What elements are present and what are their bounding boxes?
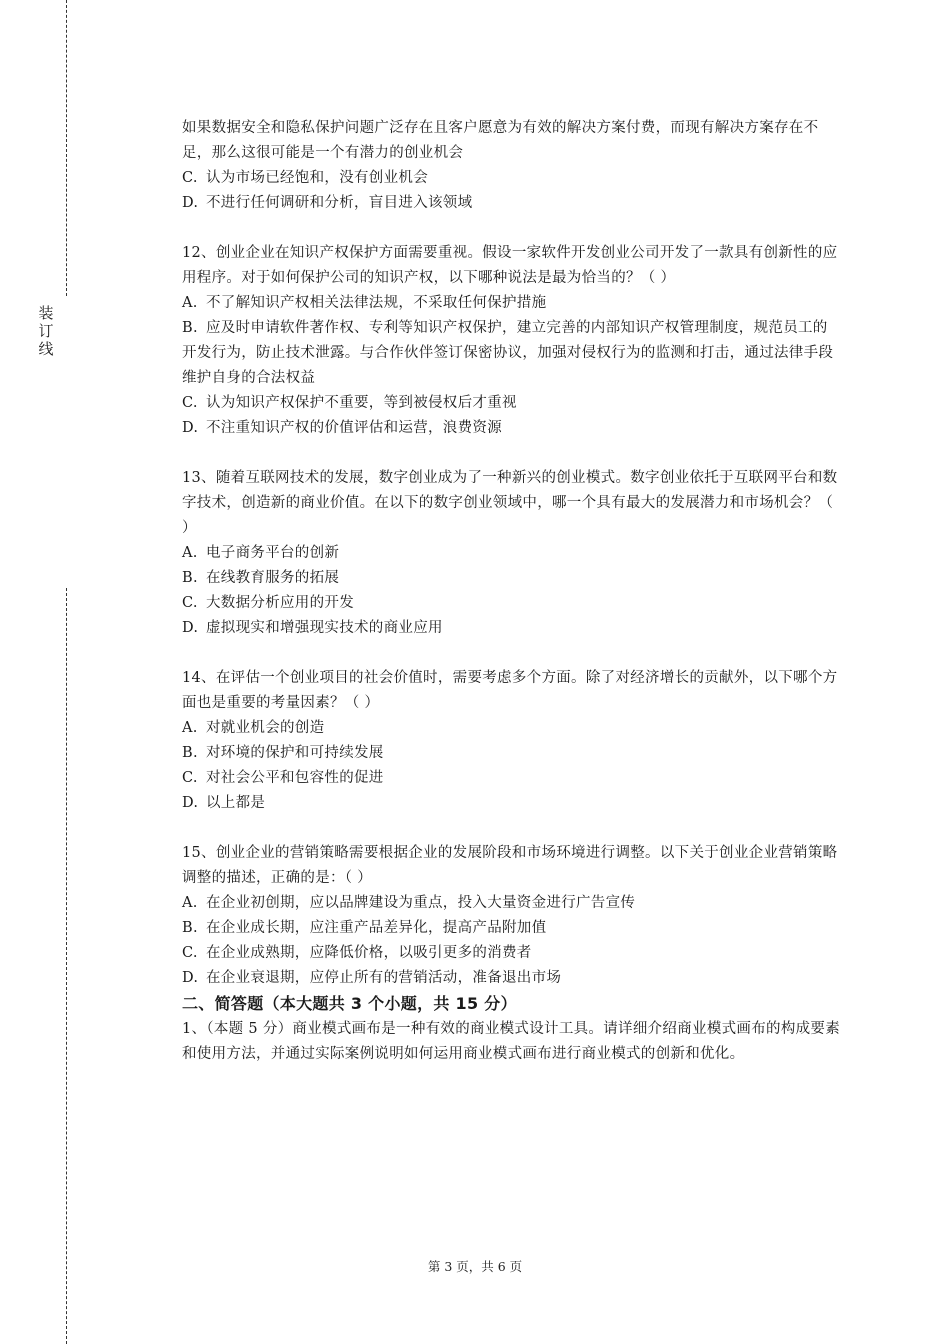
option-text: 应及时申请软件著作权、专利等知识产权保护，建立完善的内部知识产权管理制度，规范员工的开发行为，防止技术泄露。与合作伙伴签订保密协议，加强对侵权行为的监测和打击，通过法律手段维护自身的合法权益: [182, 320, 834, 386]
continuation-text: 如果数据安全和隐私保护问题广泛存在且客户愿意为有效的解决方案付费，而现有解决方案存在不足，那么这很可能是一个有潜力的创业机会: [182, 120, 819, 161]
option-text: 电子商务平台的创新: [206, 545, 340, 561]
binding-dashed-line-top: [66, 0, 67, 296]
option-letter: D.: [182, 970, 199, 986]
option-letter: B.: [182, 320, 198, 336]
section-title: 二、简答题（本大题共 3 个小题，共 15 分）: [182, 994, 517, 1013]
option-text: 在线教育服务的拓展: [206, 570, 340, 586]
option-a: [182, 541, 842, 566]
binding-char: 装: [38, 304, 54, 322]
option-c: [182, 766, 842, 791]
option-d: [182, 416, 842, 441]
binding-dashed-line-bottom: [66, 588, 67, 1344]
option-text: 认为市场已经饱和，没有创业机会: [206, 170, 428, 186]
option-b: [182, 916, 842, 941]
option-b: [182, 566, 842, 591]
option-letter: D.: [182, 795, 199, 811]
option-letter: C.: [182, 770, 198, 786]
option-d: [182, 966, 842, 991]
question-stem: 12、创业企业在知识产权保护方面需要重视。假设一家软件开发创业公司开发了一款具有创新性的应用程序。对于如何保护公司的知识产权，以下哪种说法是最为恰当的？（ ）: [182, 245, 838, 286]
option-letter: B.: [182, 745, 198, 761]
question-12: [182, 241, 842, 441]
option-letter: C.: [182, 170, 198, 186]
short-answer-question-1: 1、（本题 5 分）商业模式画布是一种有效的商业模式设计工具。请详细介绍商业模式画布的构成要素和使用方法，并通过实际案例说明如何运用商业模式画布进行商业模式的创新和优化。: [182, 1021, 841, 1062]
option-c: [182, 166, 842, 191]
page-number: 第 3 页，共 6 页: [427, 1259, 523, 1274]
option-text: 在企业成熟期，应降低价格，以吸引更多的消费者: [206, 945, 532, 961]
option-letter: A.: [182, 545, 198, 561]
question-stem: 13、随着互联网技术的发展，数字创业成为了一种新兴的创业模式。数字创业依托于互联网平台和数字技术，创造新的商业价值。在以下的数字创业领域中，哪一个具有最大的发展潜力和市场机会？（ ）: [182, 470, 838, 536]
option-letter: C.: [182, 395, 198, 411]
option-letter: A.: [182, 720, 198, 736]
binding-char: 线: [38, 340, 54, 358]
option-text: 大数据分析应用的开发: [206, 595, 354, 611]
option-text: 以上都是: [206, 795, 266, 811]
option-c: [182, 941, 842, 966]
question-14: [182, 666, 842, 816]
option-text: 认为知识产权保护不重要，等到被侵权后才重视: [206, 395, 517, 411]
option-text: 在企业成长期，应注重产品差异化，提高产品附加值: [206, 920, 547, 936]
option-d: [182, 791, 842, 816]
option-a: [182, 891, 842, 916]
option-c: [182, 391, 842, 416]
option-text: 不了解知识产权相关法律法规，不采取任何保护措施: [206, 295, 547, 311]
option-letter: C.: [182, 945, 198, 961]
option-d: [182, 616, 842, 641]
option-letter: C.: [182, 595, 198, 611]
option-b: [182, 741, 842, 766]
option-letter: A.: [182, 295, 198, 311]
option-a: [182, 291, 842, 316]
question-stem: 14、在评估一个创业项目的社会价值时，需要考虑多个方面。除了对经济增长的贡献外，以下哪个方面也是重要的考量因素？（ ）: [182, 670, 838, 711]
page-content: [182, 116, 842, 1067]
option-d: [182, 191, 842, 216]
option-letter: D.: [182, 620, 199, 636]
option-text: 不注重知识产权的价值评估和运营，浪费资源: [206, 420, 502, 436]
question-11-continuation: [182, 116, 842, 216]
option-text: 虚拟现实和增强现实技术的商业应用: [206, 620, 443, 636]
question-13: [182, 466, 842, 641]
option-text: 在企业初创期，应以品牌建设为重点，投入大量资金进行广告宣传: [206, 895, 636, 911]
option-letter: B.: [182, 920, 198, 936]
question-stem: 15、创业企业的营销策略需要根据企业的发展阶段和市场环境进行调整。以下关于创业企业营销策略调整的描述，正确的是：（ ）: [182, 845, 838, 886]
option-letter: D.: [182, 195, 199, 211]
option-letter: B.: [182, 570, 198, 586]
option-letter: D.: [182, 420, 199, 436]
option-text: 对就业机会的创造: [206, 720, 325, 736]
option-b: [182, 316, 842, 391]
question-15: [182, 841, 842, 991]
option-text: 对环境的保护和可持续发展: [206, 745, 384, 761]
option-letter: A.: [182, 895, 198, 911]
option-c: [182, 591, 842, 616]
option-text: 不进行任何调研和分析，盲目进入该领域: [206, 195, 473, 211]
option-a: [182, 716, 842, 741]
option-text: 在企业衰退期，应停止所有的营销活动，准备退出市场: [206, 970, 562, 986]
binding-label: [38, 304, 54, 358]
binding-char: 订: [38, 322, 54, 340]
option-text: 对社会公平和包容性的促进: [206, 770, 384, 786]
